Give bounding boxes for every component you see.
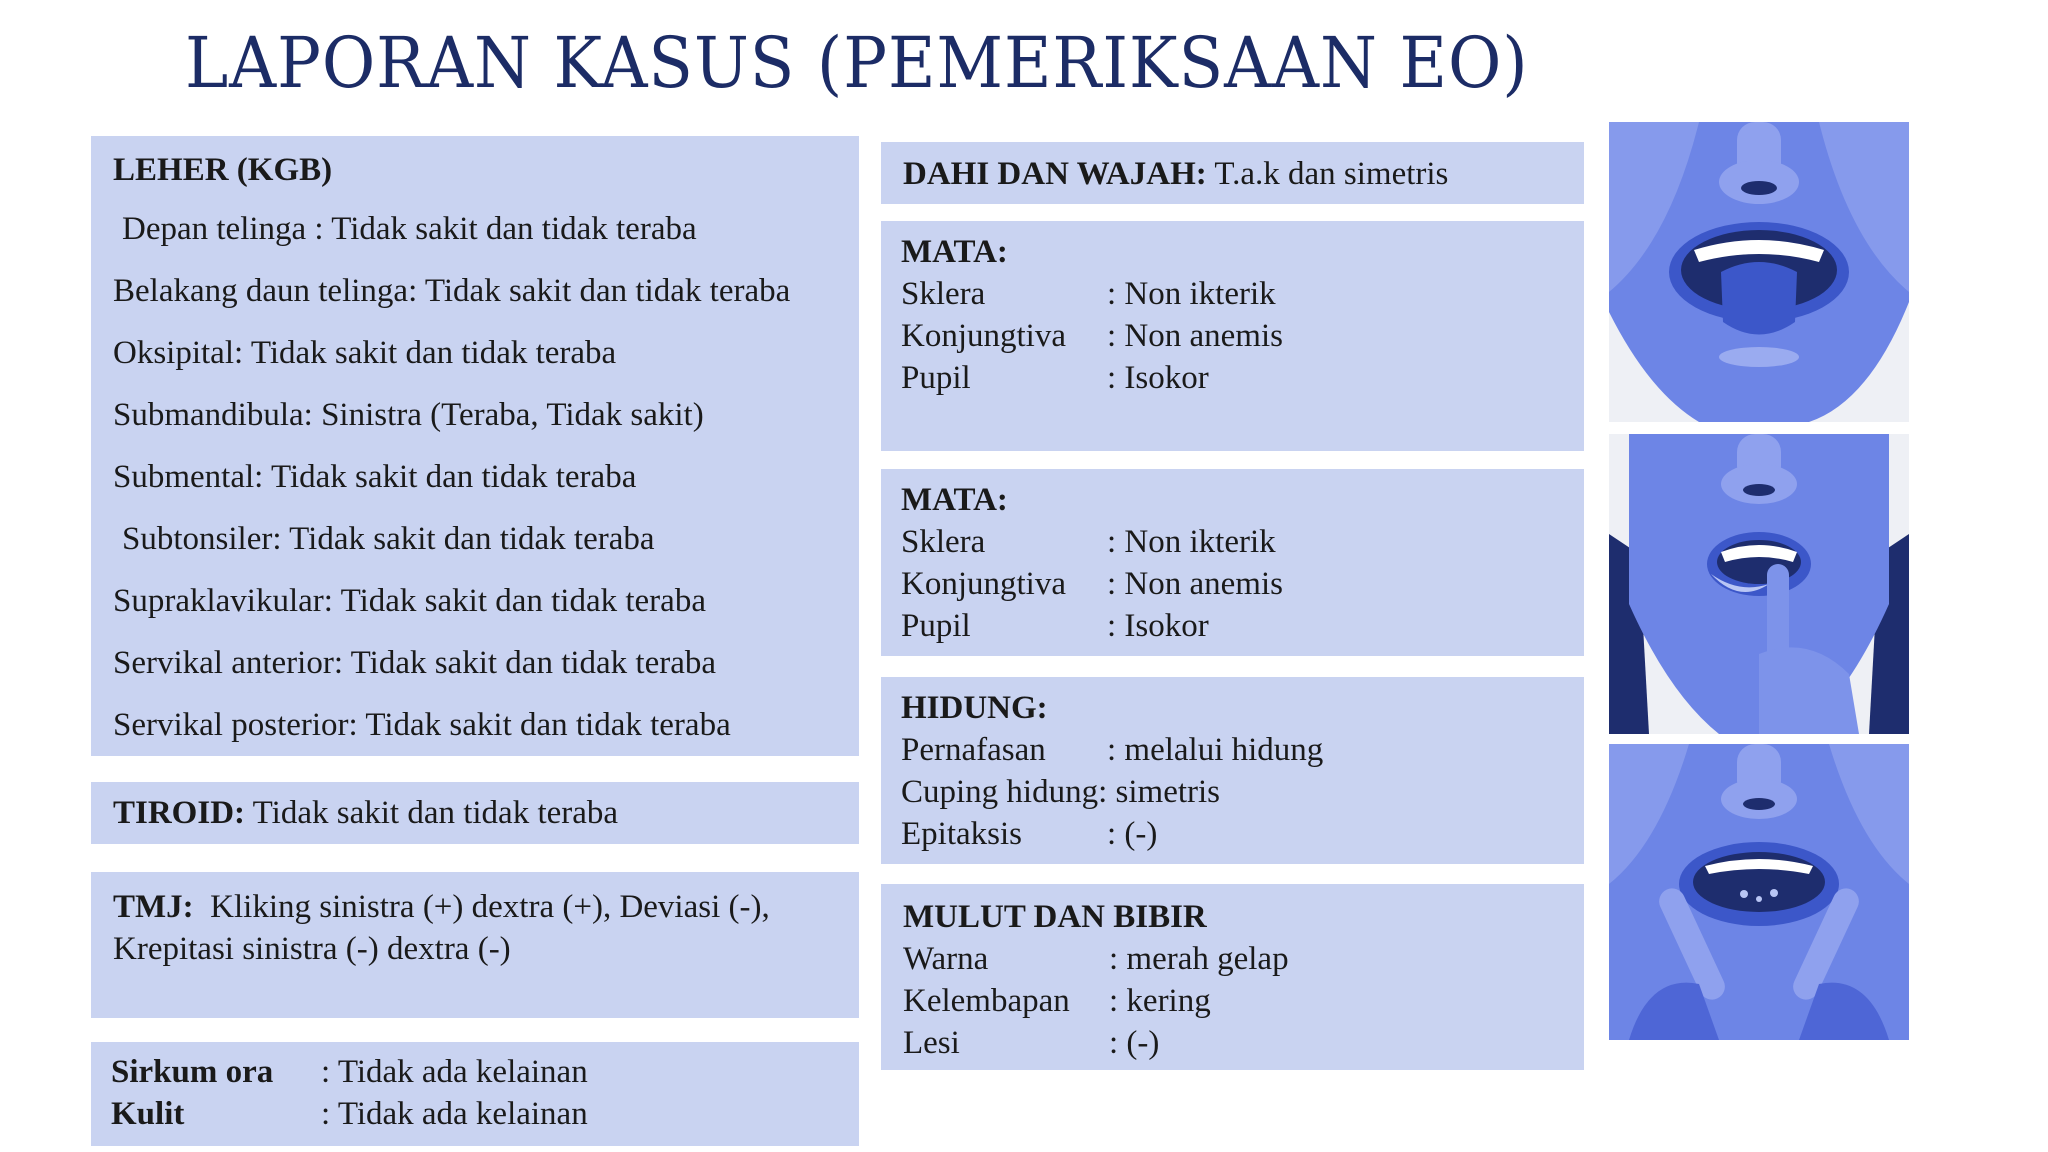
kulit-label: Kulit (111, 1096, 185, 1132)
leher-item-belakang-telinga: Belakang daun telinga: Tidak sakit dan tidak teraba (113, 273, 791, 309)
leher-heading: LEHER (KGB) (113, 152, 333, 188)
finger-pulling-lip-illustration (1609, 434, 1909, 734)
epitaksis-row (901, 813, 1564, 855)
leher-item-depan-telinga: Depan telinga : Tidak sakit dan tidak teraba (122, 211, 697, 247)
tmj-label: TMJ: (113, 889, 194, 925)
pupil-row (901, 357, 1564, 399)
dahi-label: DAHI DAN WAJAH: (903, 156, 1207, 192)
cuping-hidung-row (901, 771, 1564, 813)
mata-section-2 (881, 469, 1584, 656)
pupil-value: : Isokor (1107, 608, 1209, 644)
mouth-open-tongue-illustration (1609, 122, 1909, 422)
epitaksis-label: Epitaksis (901, 816, 1022, 852)
pernafasan-label: Pernafasan (901, 732, 1046, 768)
mata-section-1 (881, 221, 1584, 451)
pupil-row (901, 605, 1564, 647)
fingers-opening-mouth-illustration (1609, 744, 1909, 1040)
leher-item-submental: Submental: Tidak sakit dan tidak teraba (113, 459, 637, 495)
sklera-label: Sklera (901, 524, 986, 560)
sklera-label: Sklera (901, 276, 986, 312)
page-title: LAPORAN KASUS (PEMERIKSAAN EO) (185, 22, 1529, 104)
sklera-row (901, 521, 1564, 563)
mata-heading: MATA: (901, 234, 1008, 270)
lesi-label: Lesi (903, 1025, 960, 1061)
mulut-heading: MULUT DAN BIBIR (903, 899, 1207, 935)
kulit-row (111, 1093, 839, 1135)
dahi-value: T.a.k dan simetris (1206, 156, 1449, 192)
kelembapan-label: Kelembapan (903, 983, 1070, 1019)
leher-item-servikal-anterior: Servikal anterior: Tidak sakit dan tidak teraba (113, 645, 717, 681)
pupil-label: Pupil (901, 360, 971, 396)
pupil-value: : Isokor (1107, 360, 1209, 396)
mulut-bibir-section (881, 884, 1584, 1070)
epitaksis-value: : (-) (1107, 816, 1158, 852)
leher-item-subtonsiler: Subtonsiler: Tidak sakit dan tidak teraba (122, 521, 655, 557)
kulit-value: : Tidak ada kelainan (321, 1096, 588, 1132)
leher-item-oksipital: Oksipital: Tidak sakit dan tidak teraba (113, 335, 617, 371)
konjungtiva-label: Konjungtiva (901, 318, 1066, 354)
konjungtiva-value: : Non anemis (1107, 566, 1283, 602)
tmj-line2: Krepitasi sinistra (-) dextra (-) (113, 931, 511, 967)
warna-label: Warna (903, 941, 989, 977)
cuping-hidung-label: Cuping hidung (901, 774, 1099, 810)
dahi-wajah-section (881, 142, 1584, 204)
sirkum-value: : Tidak ada kelainan (321, 1054, 588, 1090)
leher-item-submandibula: Submandibula: Sinistra (Teraba, Tidak sakit) (113, 397, 704, 433)
tiroid-section (91, 782, 859, 844)
pupil-label: Pupil (901, 608, 971, 644)
warna-row (903, 938, 1562, 980)
sirkum-label: Sirkum ora (111, 1054, 274, 1090)
leher-item-supraklavikular: Supraklavikular: Tidak sakit dan tidak teraba (113, 583, 706, 619)
leher-item-servikal-posterior: Servikal posterior: Tidak sakit dan tidak teraba (113, 707, 731, 743)
warna-value: : merah gelap (1109, 941, 1289, 977)
sklera-value: : Non ikterik (1107, 276, 1276, 312)
tiroid-value: Tidak sakit dan tidak teraba (245, 795, 619, 831)
kelembapan-row (903, 980, 1562, 1022)
sirkum-row (111, 1051, 839, 1093)
konjungtiva-row (901, 563, 1564, 605)
pernafasan-row (901, 729, 1564, 771)
konjungtiva-label: Konjungtiva (901, 566, 1066, 602)
tmj-line1: Kliking sinistra (+) dextra (+), Deviasi (-), (193, 889, 770, 925)
cuping-hidung-value: : simetris (1098, 774, 1221, 810)
sklera-row (901, 273, 1564, 315)
leher-section (91, 136, 859, 756)
lesi-row (903, 1022, 1562, 1064)
hidung-heading: HIDUNG: (901, 690, 1048, 726)
tiroid-label: TIROID: (113, 795, 246, 831)
hidung-section (881, 677, 1584, 864)
tmj-section (91, 872, 859, 1018)
konjungtiva-value: : Non anemis (1107, 318, 1283, 354)
pernafasan-value: : melalui hidung (1107, 732, 1324, 768)
lesi-value: : (-) (1109, 1025, 1160, 1061)
sklera-value: : Non ikterik (1107, 524, 1276, 560)
sirkum-kulit-section (91, 1042, 859, 1146)
konjungtiva-row (901, 315, 1564, 357)
mata-heading: MATA: (901, 482, 1008, 518)
kelembapan-value: : kering (1109, 983, 1211, 1019)
